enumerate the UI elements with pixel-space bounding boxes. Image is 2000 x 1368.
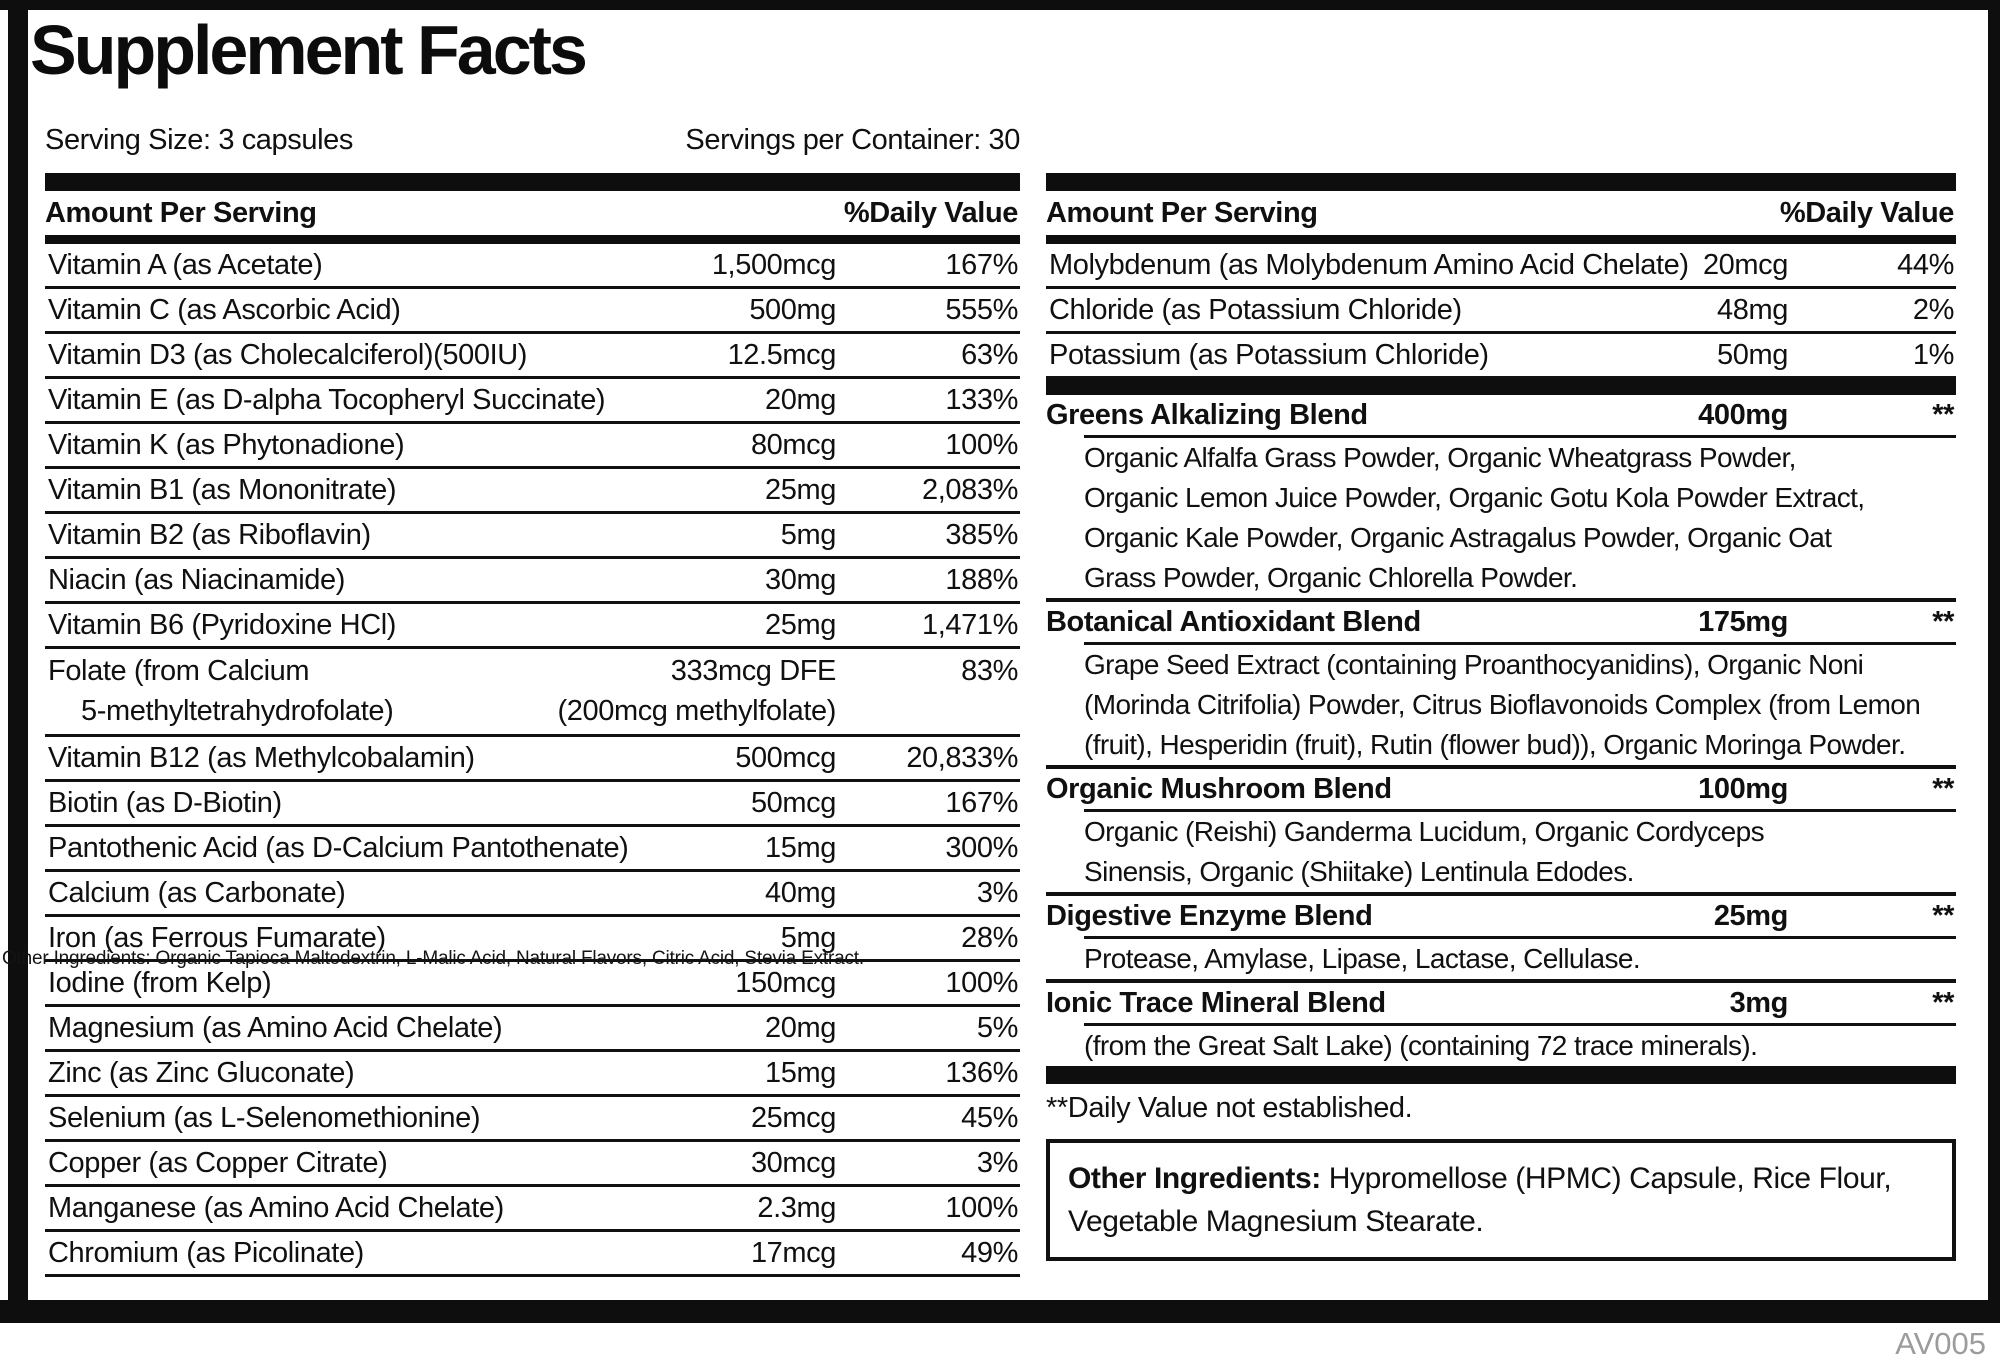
row-amount [526,649,836,731]
left-table-header [45,191,1020,235]
blend-ingredients [1046,645,1956,765]
text-line: (200mcg methylfolate) [557,695,836,727]
table-row [1046,244,1956,289]
text-line: 20mg [765,1011,836,1044]
table-row [1046,334,1956,379]
table-row [45,424,1020,469]
row-dv: 385% [945,518,1018,551]
row-name [45,564,526,597]
row-amount [526,429,836,462]
row-dv: 2% [1912,293,1954,326]
table-row [45,244,1020,289]
row-name [45,1012,526,1045]
table-row [45,514,1020,559]
text-line: 25mcg [750,1101,836,1134]
row-dv: 2,083% [922,473,1018,506]
text-line: Vitamin B12 (as Methylcobalamin) [48,741,475,774]
table-row [45,334,1020,379]
text-line: 25mg [765,608,836,641]
row-name [45,474,526,507]
text-line: 500mg [749,293,836,326]
text-line: Vitamin D3 (as Cholecalciferol)(500IU) [48,338,528,371]
row-name [45,967,526,1000]
text-line: Iodine (from Kelp) [48,966,272,999]
row-amount [526,742,836,775]
row-name [45,339,526,372]
text-line: Grass Powder, Organic Chlorella Powder. [1084,562,1578,593]
blend-amount: 400mg [1698,398,1788,431]
left-header-amount: Amount Per Serving [45,196,317,229]
text-line: (from the Great Salt Lake) (containing 72 trace minerals). [1084,1030,1758,1061]
blend-header [1046,896,1956,936]
text-line: Vitamin B2 (as Riboflavin) [48,518,371,551]
row-amount [1568,249,1788,282]
row-amount [526,474,836,507]
row-dv: 100% [945,1191,1018,1224]
text-line: 50mcg [750,786,836,819]
text-line: Organic (Reishi) Ganderma Lucidum, Organic Cordyceps [1084,816,1764,847]
row-name [45,1192,526,1225]
row-dv: 100% [945,428,1018,461]
right-header-amount: Amount Per Serving [1046,196,1318,229]
text-line: Niacin (as Niacinamide) [48,563,346,596]
row-dv: 1% [1912,338,1954,371]
row-dv: 188% [945,563,1018,596]
text-line: Biotin (as D-Biotin) [48,786,282,819]
blend-dv: ** [1932,986,1954,1019]
left-header-dv: %Daily Value [843,196,1018,229]
right-table-top-bar [1046,173,1956,191]
row-dv: 63% [961,338,1018,371]
text-line: Organic Lemon Juice Powder, Organic Gotu Kola Powder Extract, [1084,482,1865,513]
row-name [45,831,629,865]
frame-right-border [1988,0,2000,1322]
text-line: 30mcg [750,1146,836,1179]
stray-other-ingredients-text: Other Ingredients: Organic Tapioca Maltodextrin, L-Malic Acid, Natural Flavors, Citric Acid, Stevia Extract. [2,948,864,969]
blend-amount: 100mg [1698,772,1788,805]
blends-bottom-bar [1046,1066,1956,1084]
text-line: Potassium (as Potassium Chloride) [1049,338,1489,371]
table-row [45,469,1020,514]
text-line: Manganese (as Amino Acid Chelate) [48,1191,504,1224]
table-row [45,1142,1020,1187]
table-row [45,1097,1020,1142]
text-line: Zinc (as Zinc Gluconate) [48,1056,355,1089]
row-name [45,1237,526,1270]
row-amount [526,294,836,327]
row-name [45,1147,526,1180]
row-amount [526,967,836,1000]
blend-dv: ** [1932,605,1954,638]
row-dv: 45% [961,1101,1018,1134]
text-line: Vitamin B1 (as Mononitrate) [48,473,397,506]
left-table-rows [45,244,1020,1277]
row-dv: 167% [945,248,1018,281]
blend-dv: ** [1932,772,1954,805]
text-line: 2.3mg [757,1191,836,1224]
other-ingredients-box [1046,1139,1956,1261]
text-line: 20mcg [1702,248,1788,281]
text-line: 5mg [780,921,836,954]
serving-info [45,124,1020,157]
left-facts-table [45,173,1020,1277]
text-line: Folate (from Calcium [48,655,310,687]
text-line: 5-methyltetrahydrofolate) [81,695,394,727]
row-dv: 83% [961,655,1018,687]
text-line: Vitamin B6 (Pyridoxine HCl) [48,608,397,641]
row-name [45,742,526,775]
servings-per-container: Servings per Container: 30 [685,124,1020,156]
blend-name: Organic Mushroom Blend [1046,772,1392,805]
row-amount [1568,294,1788,327]
row-amount [526,1012,836,1045]
row-name [45,294,526,327]
blend-ingredients [1046,812,1956,892]
text-line: 17mcg [750,1236,836,1269]
table-row [45,1232,1020,1277]
row-amount [526,877,836,910]
row-dv: 49% [961,1236,1018,1269]
minerals-bottom-bar [1046,379,1956,395]
row-dv: 5% [976,1011,1018,1044]
text-line: Selenium (as L-Selenomethionine) [48,1101,481,1134]
row-amount [526,339,836,372]
text-line: Magnesium (as Amino Acid Chelate) [48,1011,503,1044]
row-amount [526,384,836,417]
text-line: 25mg [765,473,836,506]
row-name [1046,339,1568,372]
row-amount [526,1237,836,1270]
row-name [1046,294,1568,327]
table-row [45,379,1020,424]
row-dv: 133% [945,383,1018,416]
text-line: Grape Seed Extract (containing Proanthocyanidins), Organic Noni [1084,649,1864,680]
blend-sections [1046,395,1956,1066]
serving-size: Serving Size: 3 capsules [45,124,353,156]
right-facts-table [1046,173,1956,1261]
row-name [45,249,526,282]
table-row [45,649,1020,737]
text-line: Chloride (as Potassium Chloride) [1049,293,1462,326]
text-line: 12.5mcg [727,338,836,371]
frame-bottom-bar [0,1300,2000,1323]
row-amount [526,1192,836,1225]
row-amount [526,1057,836,1090]
row-amount [526,564,836,597]
text-line: 50mg [1717,338,1788,371]
text-line: 333mcg DFE [670,655,836,687]
row-amount [526,249,836,282]
row-amount [526,787,836,820]
text-line: 15mg [765,831,836,864]
text-line: Molybdenum (as Molybdenum Amino Acid Chelate) [1049,248,1689,281]
row-amount [526,519,836,552]
blend-name: Botanical Antioxidant Blend [1046,605,1421,638]
blend-name: Ionic Trace Mineral Blend [1046,986,1386,1019]
text-line: Vitamin K (as Phytonadione) [48,428,405,461]
row-dv: 100% [945,966,1018,999]
row-amount [526,1102,836,1135]
text-line: Chromium (as Picolinate) [48,1236,364,1269]
left-table-top-bar [45,173,1020,191]
blend-amount: 25mg [1713,899,1788,932]
text-line: 80mcg [750,428,836,461]
row-dv: 3% [976,876,1018,909]
blend-amount: 3mg [1729,986,1788,1019]
row-dv: 44% [1897,248,1954,281]
text-line: Iron (as Ferrous Fumarate) [48,921,386,954]
left-header-rule [45,235,1020,244]
row-name [45,429,526,462]
row-dv: 136% [945,1056,1018,1089]
table-row [45,1052,1020,1097]
text-line: (fruit), Hesperidin (fruit), Rutin (flower bud)), Organic Moringa Powder. [1084,729,1906,760]
row-dv: 555% [945,293,1018,326]
blend-ingredients [1046,939,1956,979]
right-table-header [1046,191,1956,235]
table-row [45,289,1020,334]
blend-header [1046,769,1956,809]
blend-ingredients [1046,438,1956,598]
table-row [45,604,1020,649]
row-dv: 28% [961,921,1018,954]
dv-footnote: **Daily Value not established. [1046,1092,1413,1124]
text-line: 150mcg [735,966,836,999]
row-name [45,1057,526,1090]
row-name [45,519,526,552]
label-code: AV005 [1895,1326,1986,1361]
row-dv: 1,471% [922,608,1018,641]
text-line: Vitamin C (as Ascorbic Acid) [48,293,401,326]
text-line: 15mg [765,1056,836,1089]
text-line: Copper (as Copper Citrate) [48,1146,388,1179]
right-header-rule [1046,235,1956,244]
text-line: Vitamin E (as D-alpha Tocopheryl Succinate) [48,383,606,416]
row-amount [526,832,836,865]
row-name [1046,248,1689,282]
blend-name: Digestive Enzyme Blend [1046,899,1373,932]
row-name [45,383,606,417]
right-table-rows [1046,244,1956,379]
table-row [45,559,1020,604]
table-row [45,782,1020,827]
text-line: Pantothenic Acid (as D-Calcium Pantothenate) [48,831,629,864]
blend-dv: ** [1932,899,1954,932]
blend-header [1046,983,1956,1023]
frame-left-border [8,0,28,1322]
right-header-dv: %Daily Value [1779,196,1954,229]
text-line: Sinensis, Organic (Shiitake) Lentinula Edodes. [1084,856,1634,887]
other-ingredients-label: Other Ingredients: [1068,1162,1321,1195]
table-row [1046,289,1956,334]
row-name [45,787,526,820]
text-line: Organic Kale Powder, Organic Astragalus Powder, Organic Oat [1084,522,1832,553]
blend-header [1046,602,1956,642]
blend-ingredients [1046,1026,1956,1066]
table-row [45,827,1020,872]
table-row [45,737,1020,782]
blend-dv: ** [1932,398,1954,431]
text-line: 48mg [1717,293,1788,326]
row-name [45,649,526,731]
text-line: Calcium (as Carbonate) [48,876,346,909]
text-line: Protease, Amylase, Lipase, Lactase, Cellulase. [1084,943,1641,974]
text-line: 5mg [780,518,836,551]
text-line: 30mg [765,563,836,596]
page-title: Supplement Facts [30,11,585,89]
row-name [45,1102,526,1135]
table-row [45,1007,1020,1052]
other-ingredients-text: Hypromellose (HPMC) Capsule, Rice Flour, Vegetable Magnesium Stearate. [1068,1162,1892,1238]
frame-top-border [0,0,2000,10]
row-dv: 167% [945,786,1018,819]
text-line: Organic Alfalfa Grass Powder, Organic Wheatgrass Powder, [1084,442,1796,473]
row-dv: 300% [945,831,1018,864]
row-dv: 3% [976,1146,1018,1179]
row-amount [526,609,836,642]
text-line: 1,500mcg [711,248,836,281]
text-line: Vitamin A (as Acetate) [48,248,323,281]
table-row [45,872,1020,917]
blend-amount: 175mg [1698,605,1788,638]
row-amount [1568,339,1788,372]
text-line: 20mg [765,383,836,416]
row-name [45,877,526,910]
table-row [45,1187,1020,1232]
blend-header [1046,395,1956,435]
row-amount [526,1147,836,1180]
row-dv: 20,833% [906,741,1018,774]
row-name [45,609,526,642]
text-line: (Morinda Citrifolia) Powder, Citrus Bioflavonoids Complex (from Lemon [1084,689,1921,720]
text-line: 40mg [765,876,836,909]
blend-name: Greens Alkalizing Blend [1046,398,1368,431]
text-line: 500mcg [735,741,836,774]
